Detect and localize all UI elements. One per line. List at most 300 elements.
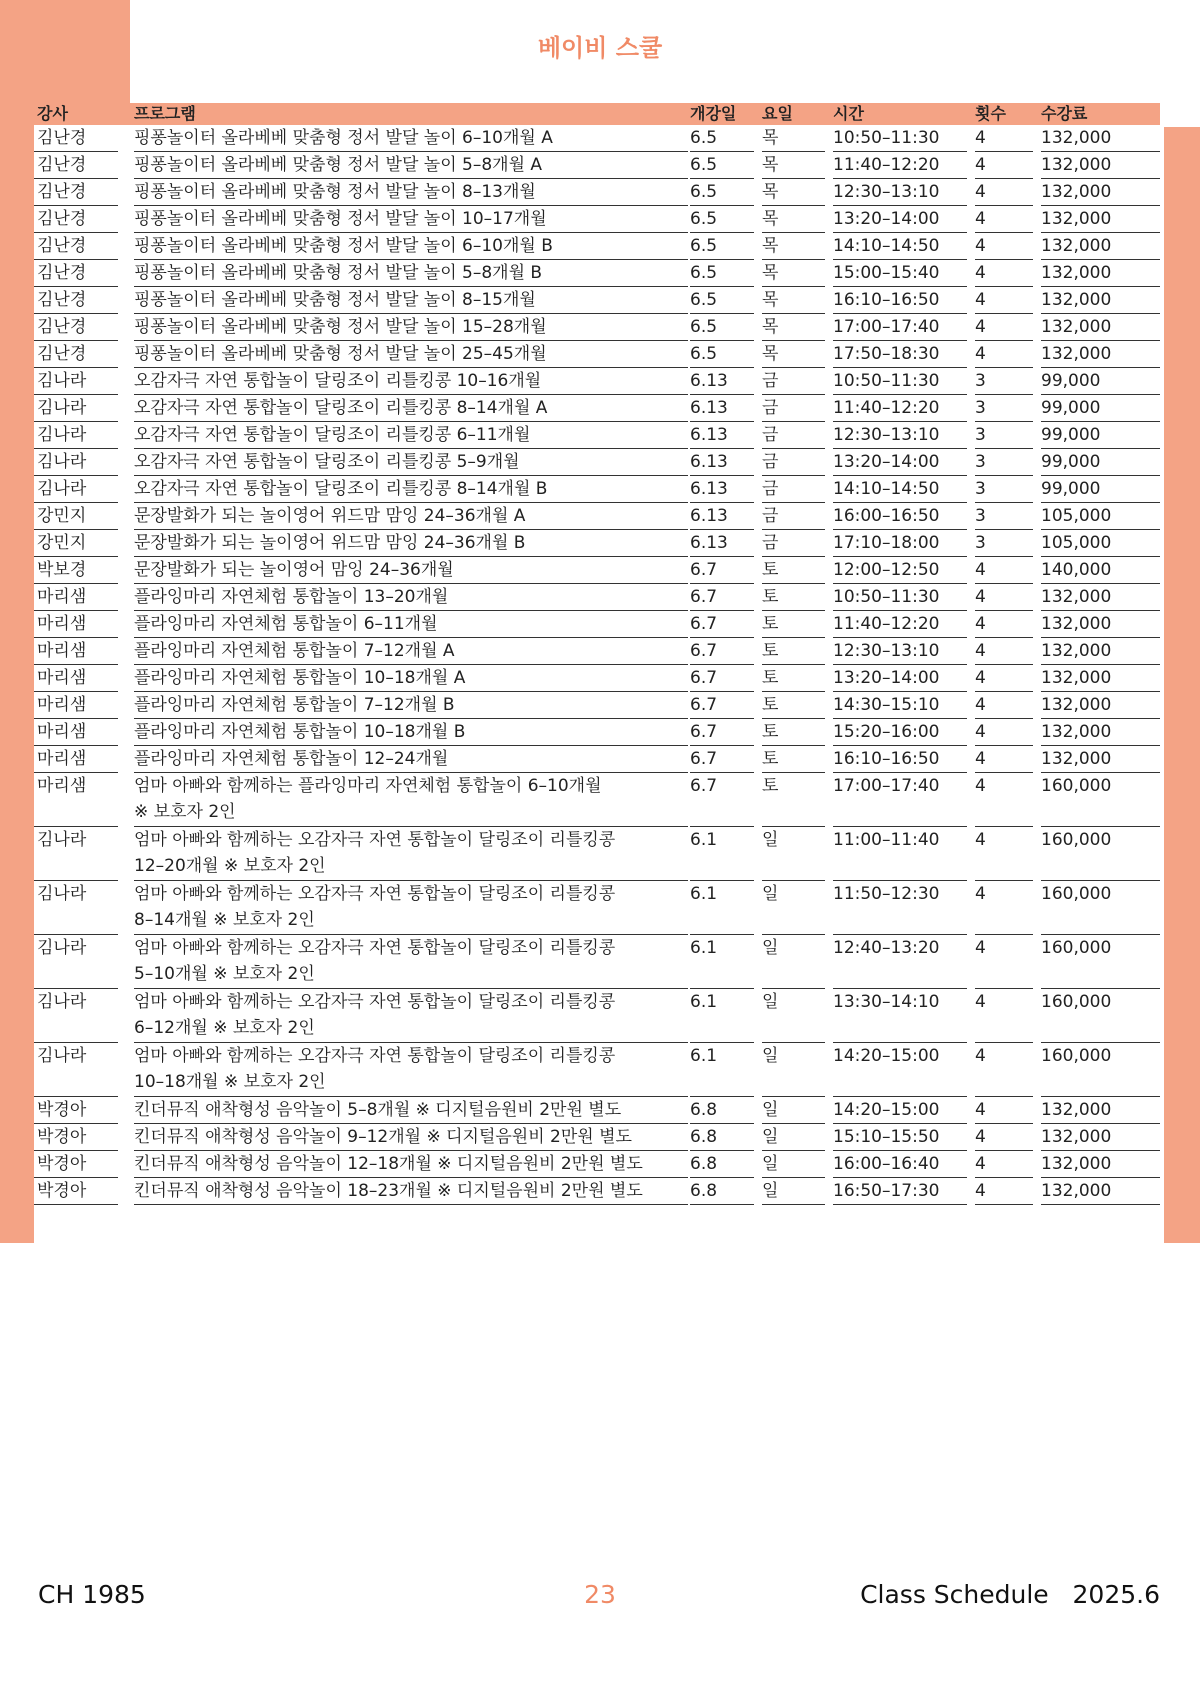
cell-instructor: 김나라 [34, 989, 118, 1043]
cell-program [134, 881, 688, 935]
cell-start-date: 6.13 [690, 530, 754, 557]
footer-brand: CH 1985 [38, 1580, 146, 1609]
table-row [34, 557, 1160, 584]
cell-program [134, 1043, 688, 1097]
cell-day: 금 [762, 368, 825, 395]
cell-sessions: 4 [975, 1151, 1033, 1178]
cell-sessions: 4 [975, 1178, 1033, 1205]
cell-program [134, 179, 688, 206]
cell-day: 목 [762, 125, 825, 152]
cell-start-date: 6.7 [690, 557, 754, 584]
cell-start-date: 6.13 [690, 503, 754, 530]
cell-start-date: 6.13 [690, 476, 754, 503]
program-line: 8–14개월 ※ 보호자 2인 [134, 910, 315, 930]
cell-sessions: 3 [975, 395, 1033, 422]
cell-time: 11:40–12:20 [833, 395, 967, 422]
cell-time: 13:20–14:00 [833, 206, 967, 233]
cell-time: 16:10–16:50 [833, 746, 967, 773]
cell-start-date: 6.1 [690, 827, 754, 881]
cell-program [134, 611, 688, 638]
cell-start-date: 6.7 [690, 665, 754, 692]
cell-time: 16:00–16:40 [833, 1151, 967, 1178]
cell-fee: 132,000 [1041, 152, 1160, 179]
cell-sessions: 3 [975, 422, 1033, 449]
program-line: 엄마 아빠와 함께하는 오감자극 자연 통합놀이 달링조이 리틀킹콩 [134, 830, 616, 850]
cell-day: 금 [762, 422, 825, 449]
cell-sessions: 3 [975, 476, 1033, 503]
cell-start-date: 6.13 [690, 449, 754, 476]
cell-start-date: 6.7 [690, 611, 754, 638]
cell-day: 토 [762, 665, 825, 692]
cell-fee: 105,000 [1041, 530, 1160, 557]
cell-day: 목 [762, 287, 825, 314]
cell-instructor: 김나라 [34, 1043, 118, 1097]
cell-time: 12:00–12:50 [833, 557, 967, 584]
program-line: 핑퐁놀이터 올라베베 맞춤형 정서 발달 놀이 15–28개월 [134, 317, 547, 337]
cell-day: 토 [762, 557, 825, 584]
cell-day: 목 [762, 233, 825, 260]
table-row [34, 422, 1160, 449]
program-line: 12–20개월 ※ 보호자 2인 [134, 856, 326, 876]
cell-fee: 132,000 [1041, 746, 1160, 773]
program-line: 킨더뮤직 애착형성 음악놀이 5–8개월 ※ 디지털음원비 2만원 별도 [134, 1100, 622, 1120]
cell-time: 17:50–18:30 [833, 341, 967, 368]
cell-sessions: 4 [975, 206, 1033, 233]
cell-start-date: 6.7 [690, 719, 754, 746]
cell-day: 목 [762, 260, 825, 287]
program-line: 6–12개월 ※ 보호자 2인 [134, 1018, 315, 1038]
program-line: 5–10개월 ※ 보호자 2인 [134, 964, 315, 984]
cell-time: 11:50–12:30 [833, 881, 967, 935]
cell-fee: 132,000 [1041, 125, 1160, 152]
cell-time: 17:00–17:40 [833, 773, 967, 827]
cell-instructor: 김난경 [34, 152, 118, 179]
table-row [34, 638, 1160, 665]
cell-instructor: 박보경 [34, 557, 118, 584]
table-row [34, 152, 1160, 179]
table-row [34, 233, 1160, 260]
cell-instructor: 김난경 [34, 206, 118, 233]
cell-day: 일 [762, 1043, 825, 1097]
cell-sessions: 3 [975, 449, 1033, 476]
header-time: 시간 [833, 104, 864, 123]
cell-fee: 132,000 [1041, 233, 1160, 260]
cell-sessions: 4 [975, 1097, 1033, 1124]
cell-instructor: 박경아 [34, 1178, 118, 1205]
cell-sessions: 4 [975, 152, 1033, 179]
cell-day: 일 [762, 881, 825, 935]
program-line: 핑퐁놀이터 올라베베 맞춤형 정서 발달 놀이 5–8개월 A [134, 155, 543, 175]
footer-schedule-label: Class Schedule 2025.6 [860, 1580, 1160, 1609]
cell-sessions: 4 [975, 233, 1033, 260]
program-line: 오감자극 자연 통합놀이 달링조이 리틀킹콩 8–14개월 A [134, 398, 548, 418]
cell-instructor: 김나라 [34, 449, 118, 476]
cell-start-date: 6.7 [690, 584, 754, 611]
cell-sessions: 4 [975, 314, 1033, 341]
cell-instructor: 강민지 [34, 530, 118, 557]
table-row [34, 530, 1160, 557]
cell-start-date: 6.5 [690, 233, 754, 260]
program-line: 엄마 아빠와 함께하는 오감자극 자연 통합놀이 달링조이 리틀킹콩 [134, 1046, 616, 1066]
program-line: 오감자극 자연 통합놀이 달링조이 리틀킹콩 8–14개월 B [134, 479, 548, 499]
cell-day: 일 [762, 1151, 825, 1178]
cell-instructor: 마리샘 [34, 746, 118, 773]
cell-sessions: 4 [975, 935, 1033, 989]
cell-start-date: 6.13 [690, 368, 754, 395]
header-fee: 수강료 [1041, 104, 1088, 123]
cell-day: 목 [762, 179, 825, 206]
program-line: 오감자극 자연 통합놀이 달링조이 리틀킹콩 5–9개월 [134, 452, 520, 472]
program-line: 오감자극 자연 통합놀이 달링조이 리틀킹콩 6–11개월 [134, 425, 531, 445]
table-row [34, 665, 1160, 692]
cell-sessions: 4 [975, 827, 1033, 881]
table-row [34, 692, 1160, 719]
cell-fee: 132,000 [1041, 692, 1160, 719]
cell-instructor: 김나라 [34, 881, 118, 935]
cell-day: 금 [762, 503, 825, 530]
header-day: 요일 [762, 104, 793, 123]
table-row [34, 395, 1160, 422]
cell-sessions: 4 [975, 260, 1033, 287]
cell-time: 13:30–14:10 [833, 989, 967, 1043]
cell-day: 금 [762, 395, 825, 422]
table-row [34, 260, 1160, 287]
cell-program [134, 1151, 688, 1178]
cell-program [134, 773, 688, 827]
table-row [34, 476, 1160, 503]
cell-time: 14:30–15:10 [833, 692, 967, 719]
table-row [34, 746, 1160, 773]
cell-instructor: 마리샘 [34, 584, 118, 611]
table-header [34, 103, 1160, 125]
program-line: 핑퐁놀이터 올라베베 맞춤형 정서 발달 놀이 10–17개월 [134, 209, 547, 229]
cell-fee: 132,000 [1041, 206, 1160, 233]
cell-program [134, 827, 688, 881]
cell-time: 10:50–11:30 [833, 584, 967, 611]
program-line: 핑퐁놀이터 올라베베 맞춤형 정서 발달 놀이 25–45개월 [134, 344, 547, 364]
table-row [34, 611, 1160, 638]
header-instructor: 강사 [37, 104, 68, 123]
program-line: 문장발화가 되는 놀이영어 맘잉 24–36개월 [134, 560, 454, 580]
cell-start-date: 6.5 [690, 287, 754, 314]
cell-fee: 160,000 [1041, 827, 1160, 881]
cell-fee: 99,000 [1041, 395, 1160, 422]
table-row [34, 341, 1160, 368]
header-sessions: 횟수 [975, 104, 1006, 123]
cell-day: 토 [762, 719, 825, 746]
cell-time: 12:40–13:20 [833, 935, 967, 989]
cell-day: 목 [762, 314, 825, 341]
cell-sessions: 4 [975, 1043, 1033, 1097]
cell-start-date: 6.7 [690, 746, 754, 773]
cell-instructor: 마리샘 [34, 773, 118, 827]
cell-instructor: 박경아 [34, 1124, 118, 1151]
cell-fee: 132,000 [1041, 341, 1160, 368]
cell-fee: 132,000 [1041, 260, 1160, 287]
table-row [34, 827, 1160, 881]
cell-program [134, 368, 688, 395]
cell-program [134, 989, 688, 1043]
header-program: 프로그램 [134, 104, 196, 123]
cell-start-date: 6.5 [690, 179, 754, 206]
page-number: 23 [584, 1580, 616, 1609]
program-line: 플라잉마리 자연체험 통합놀이 10–18개월 B [134, 722, 466, 742]
program-line: 엄마 아빠와 함께하는 오감자극 자연 통합놀이 달링조이 리틀킹콩 [134, 992, 616, 1012]
page-title: 베이비 스쿨 [537, 34, 663, 62]
table-row [34, 1178, 1160, 1205]
cell-start-date: 6.5 [690, 152, 754, 179]
cell-time: 10:50–11:30 [833, 368, 967, 395]
cell-time: 11:40–12:20 [833, 152, 967, 179]
table-row [34, 935, 1160, 989]
table-row [34, 1043, 1160, 1097]
cell-sessions: 4 [975, 125, 1033, 152]
program-line: 오감자극 자연 통합놀이 달링조이 리틀킹콩 10–16개월 [134, 371, 542, 391]
cell-time: 14:20–15:00 [833, 1097, 967, 1124]
cell-program [134, 314, 688, 341]
cell-time: 15:20–16:00 [833, 719, 967, 746]
cell-program [134, 152, 688, 179]
cell-sessions: 3 [975, 503, 1033, 530]
cell-instructor: 마리샘 [34, 665, 118, 692]
cell-time: 16:50–17:30 [833, 1178, 967, 1205]
program-line: 킨더뮤직 애착형성 음악놀이 18–23개월 ※ 디지털음원비 2만원 별도 [134, 1181, 643, 1201]
cell-start-date: 6.5 [690, 314, 754, 341]
cell-day: 토 [762, 584, 825, 611]
cell-program [134, 233, 688, 260]
cell-start-date: 6.5 [690, 125, 754, 152]
cell-fee: 132,000 [1041, 1124, 1160, 1151]
cell-instructor: 김난경 [34, 179, 118, 206]
table-row [34, 368, 1160, 395]
program-line: 킨더뮤직 애착형성 음악놀이 9–12개월 ※ 디지털음원비 2만원 별도 [134, 1127, 632, 1147]
cell-time: 14:10–14:50 [833, 476, 967, 503]
cell-sessions: 4 [975, 638, 1033, 665]
schedule-table [34, 125, 1160, 1205]
cell-instructor: 김나라 [34, 935, 118, 989]
cell-day: 토 [762, 773, 825, 827]
cell-start-date: 6.7 [690, 692, 754, 719]
cell-fee: 99,000 [1041, 449, 1160, 476]
cell-time: 13:20–14:00 [833, 665, 967, 692]
cell-day: 토 [762, 746, 825, 773]
program-line: 플라잉마리 자연체험 통합놀이 10–18개월 A [134, 668, 466, 688]
cell-instructor: 강민지 [34, 503, 118, 530]
program-line: ※ 보호자 2인 [134, 802, 236, 822]
cell-instructor: 마리샘 [34, 719, 118, 746]
cell-sessions: 4 [975, 989, 1033, 1043]
cell-time: 12:30–13:10 [833, 422, 967, 449]
cell-fee: 132,000 [1041, 611, 1160, 638]
program-line: 플라잉마리 자연체험 통합놀이 7–12개월 B [134, 695, 455, 715]
program-line: 10–18개월 ※ 보호자 2인 [134, 1072, 326, 1092]
cell-program [134, 503, 688, 530]
cell-start-date: 6.7 [690, 773, 754, 827]
program-line: 엄마 아빠와 함께하는 플라잉마리 자연체험 통합놀이 6–10개월 [134, 776, 602, 796]
cell-fee: 160,000 [1041, 989, 1160, 1043]
decorative-bar-right [1164, 127, 1200, 1243]
cell-program [134, 1178, 688, 1205]
cell-day: 토 [762, 638, 825, 665]
cell-fee: 132,000 [1041, 665, 1160, 692]
cell-sessions: 4 [975, 773, 1033, 827]
cell-program [134, 449, 688, 476]
cell-program [134, 665, 688, 692]
cell-sessions: 4 [975, 692, 1033, 719]
program-line: 킨더뮤직 애착형성 음악놀이 12–18개월 ※ 디지털음원비 2만원 별도 [134, 1154, 643, 1174]
cell-sessions: 4 [975, 611, 1033, 638]
cell-start-date: 6.1 [690, 1043, 754, 1097]
cell-fee: 132,000 [1041, 314, 1160, 341]
program-line: 플라잉마리 자연체험 통합놀이 12–24개월 [134, 749, 449, 769]
cell-instructor: 김나라 [34, 476, 118, 503]
cell-fee: 160,000 [1041, 881, 1160, 935]
cell-instructor: 김난경 [34, 260, 118, 287]
cell-start-date: 6.8 [690, 1124, 754, 1151]
cell-start-date: 6.5 [690, 206, 754, 233]
cell-instructor: 김난경 [34, 233, 118, 260]
cell-time: 16:10–16:50 [833, 287, 967, 314]
cell-time: 11:00–11:40 [833, 827, 967, 881]
program-line: 핑퐁놀이터 올라베베 맞춤형 정서 발달 놀이 8–15개월 [134, 290, 536, 310]
cell-fee: 160,000 [1041, 1043, 1160, 1097]
cell-fee: 132,000 [1041, 638, 1160, 665]
table-row [34, 1124, 1160, 1151]
cell-instructor: 김난경 [34, 341, 118, 368]
cell-time: 17:00–17:40 [833, 314, 967, 341]
program-line: 플라잉마리 자연체험 통합놀이 6–11개월 [134, 614, 438, 634]
table-row [34, 719, 1160, 746]
cell-instructor: 김나라 [34, 395, 118, 422]
cell-start-date: 6.1 [690, 989, 754, 1043]
cell-time: 12:30–13:10 [833, 179, 967, 206]
cell-start-date: 6.1 [690, 881, 754, 935]
table-row [34, 503, 1160, 530]
cell-day: 목 [762, 341, 825, 368]
cell-start-date: 6.5 [690, 341, 754, 368]
cell-fee: 132,000 [1041, 287, 1160, 314]
cell-sessions: 4 [975, 557, 1033, 584]
table-row [34, 881, 1160, 935]
program-line: 핑퐁놀이터 올라베베 맞춤형 정서 발달 놀이 6–10개월 B [134, 236, 553, 256]
cell-instructor: 김나라 [34, 422, 118, 449]
cell-day: 일 [762, 1124, 825, 1151]
cell-day: 일 [762, 1097, 825, 1124]
cell-day: 일 [762, 827, 825, 881]
cell-time: 14:20–15:00 [833, 1043, 967, 1097]
cell-sessions: 3 [975, 368, 1033, 395]
cell-program [134, 395, 688, 422]
cell-time: 15:10–15:50 [833, 1124, 967, 1151]
table-row [34, 125, 1160, 152]
cell-sessions: 3 [975, 530, 1033, 557]
cell-sessions: 4 [975, 719, 1033, 746]
cell-program [134, 125, 688, 152]
table-row [34, 314, 1160, 341]
cell-fee: 160,000 [1041, 773, 1160, 827]
table-row [34, 449, 1160, 476]
cell-sessions: 4 [975, 746, 1033, 773]
cell-start-date: 6.13 [690, 422, 754, 449]
cell-time: 12:30–13:10 [833, 638, 967, 665]
table-row [34, 584, 1160, 611]
cell-fee: 99,000 [1041, 476, 1160, 503]
cell-program [134, 557, 688, 584]
program-line: 핑퐁놀이터 올라베베 맞춤형 정서 발달 놀이 5–8개월 B [134, 263, 543, 283]
cell-program [134, 638, 688, 665]
cell-start-date: 6.8 [690, 1151, 754, 1178]
cell-fee: 132,000 [1041, 1097, 1160, 1124]
cell-time: 13:20–14:00 [833, 449, 967, 476]
table-row [34, 179, 1160, 206]
cell-program [134, 422, 688, 449]
cell-day: 금 [762, 530, 825, 557]
cell-sessions: 4 [975, 179, 1033, 206]
cell-program [134, 584, 688, 611]
cell-day: 목 [762, 206, 825, 233]
program-line: 핑퐁놀이터 올라베베 맞춤형 정서 발달 놀이 8–13개월 [134, 182, 536, 202]
table-row [34, 1151, 1160, 1178]
cell-program [134, 692, 688, 719]
program-line: 플라잉마리 자연체험 통합놀이 13–20개월 [134, 587, 449, 607]
program-line: 문장발화가 되는 놀이영어 위드맘 맘잉 24–36개월 A [134, 506, 526, 526]
table-row [34, 206, 1160, 233]
cell-program [134, 719, 688, 746]
cell-sessions: 4 [975, 287, 1033, 314]
cell-fee: 160,000 [1041, 935, 1160, 989]
cell-instructor: 김나라 [34, 827, 118, 881]
cell-fee: 105,000 [1041, 503, 1160, 530]
cell-fee: 132,000 [1041, 1178, 1160, 1205]
cell-program [134, 206, 688, 233]
table-row [34, 287, 1160, 314]
cell-start-date: 6.1 [690, 935, 754, 989]
cell-sessions: 4 [975, 584, 1033, 611]
cell-day: 토 [762, 692, 825, 719]
cell-fee: 99,000 [1041, 422, 1160, 449]
cell-start-date: 6.13 [690, 395, 754, 422]
cell-fee: 132,000 [1041, 719, 1160, 746]
cell-time: 15:00–15:40 [833, 260, 967, 287]
header-start-date: 개강일 [690, 104, 737, 123]
cell-day: 일 [762, 989, 825, 1043]
table-row [34, 989, 1160, 1043]
cell-program [134, 476, 688, 503]
cell-instructor: 마리샘 [34, 638, 118, 665]
cell-fee: 140,000 [1041, 557, 1160, 584]
cell-start-date: 6.8 [690, 1097, 754, 1124]
cell-fee: 132,000 [1041, 584, 1160, 611]
cell-instructor: 마리샘 [34, 611, 118, 638]
cell-program [134, 530, 688, 557]
cell-start-date: 6.5 [690, 260, 754, 287]
cell-sessions: 4 [975, 665, 1033, 692]
cell-instructor: 박경아 [34, 1097, 118, 1124]
cell-start-date: 6.8 [690, 1178, 754, 1205]
cell-program [134, 746, 688, 773]
cell-sessions: 4 [975, 1124, 1033, 1151]
cell-time: 11:40–12:20 [833, 611, 967, 638]
cell-fee: 132,000 [1041, 179, 1160, 206]
cell-day: 일 [762, 935, 825, 989]
cell-program [134, 1124, 688, 1151]
cell-program [134, 1097, 688, 1124]
cell-instructor: 김나라 [34, 368, 118, 395]
cell-day: 목 [762, 152, 825, 179]
cell-instructor: 마리샘 [34, 692, 118, 719]
cell-sessions: 4 [975, 881, 1033, 935]
program-line: 핑퐁놀이터 올라베베 맞춤형 정서 발달 놀이 6–10개월 A [134, 128, 553, 148]
